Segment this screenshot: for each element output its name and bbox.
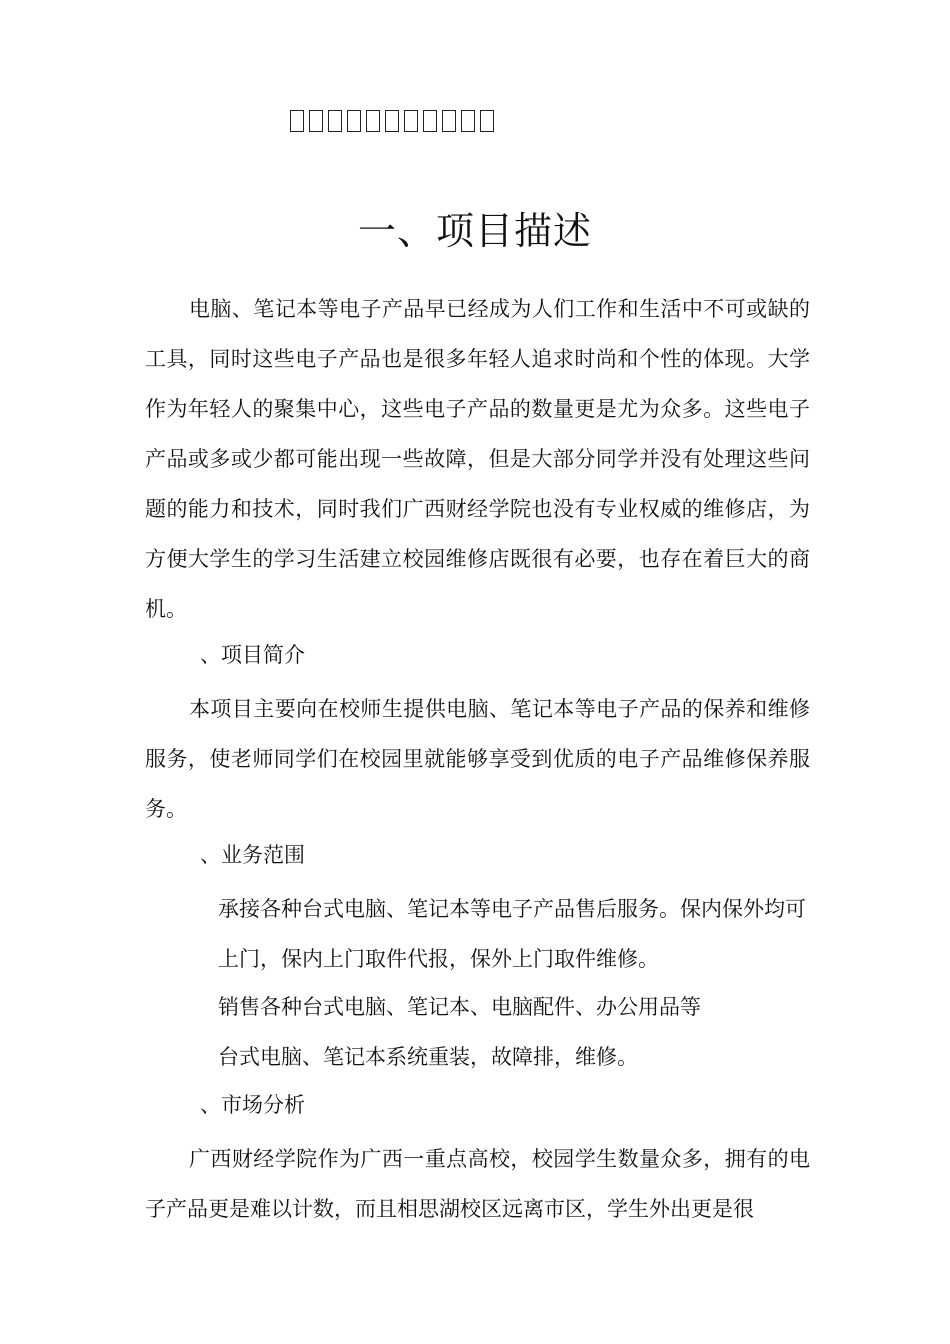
- missing-glyph-box: [328, 110, 342, 132]
- missing-glyph-box: [385, 110, 399, 132]
- business-scope-item-1: 承接各种台式电脑、笔记本等电子产品售后服务。保内保外均可上门，保内上门取件代报，保外上门取件维修。: [218, 897, 806, 971]
- overview-paragraph: 本项目主要向在校师生提供电脑、笔记本等电子产品的保养和维修服务，使老师同学们在校园里就能够享受到优质的电子产品维修保养服务。: [145, 697, 810, 821]
- missing-glyph-box: [309, 110, 323, 132]
- subsection-title-market-analysis: 、市场分析: [200, 1093, 305, 1117]
- header-placeholder-glyphs: [290, 110, 497, 132]
- market-analysis-paragraph: 广西财经学院作为广西一重点高校，校园学生数量众多，拥有的电子产品更是难以计数，而且相思湖校区远离市区，学生外出更是很: [145, 1147, 810, 1221]
- intro-paragraph: 电脑、笔记本等电子产品早已经成为人们工作和生活中不可或缺的工具，同时这些电子产品也是很多年轻人追求时尚和个性的体现。大学作为年轻人的聚集中心，这些电子产品的数量更是尤为众多。这些电子产品或多或少都可能出现一些故障，但是大部分同学并没有处理这些问题的能力和技术，同时我们广西财经学院也没有专业权威的维修店，为方便大学生的学习生活建立校园维修店既很有必要，也存在着巨大的商机。: [145, 297, 810, 621]
- subsection-title-overview: 、项目简介: [200, 643, 305, 667]
- missing-glyph-box: [404, 110, 418, 132]
- section-heading: 一、项目描述: [357, 209, 592, 253]
- missing-glyph-box: [461, 110, 475, 132]
- business-scope-item-3: 台式电脑、笔记本系统重装，故障排，维修。: [218, 1045, 638, 1069]
- missing-glyph-box: [347, 110, 361, 132]
- missing-glyph-box: [423, 110, 437, 132]
- missing-glyph-box: [290, 110, 304, 132]
- missing-glyph-box: [442, 110, 456, 132]
- missing-glyph-box: [366, 110, 380, 132]
- subsection-title-business-scope: 、业务范围: [200, 843, 305, 867]
- business-scope-item-2: 销售各种台式电脑、笔记本、电脑配件、办公用品等: [218, 995, 701, 1019]
- missing-glyph-box: [480, 110, 494, 132]
